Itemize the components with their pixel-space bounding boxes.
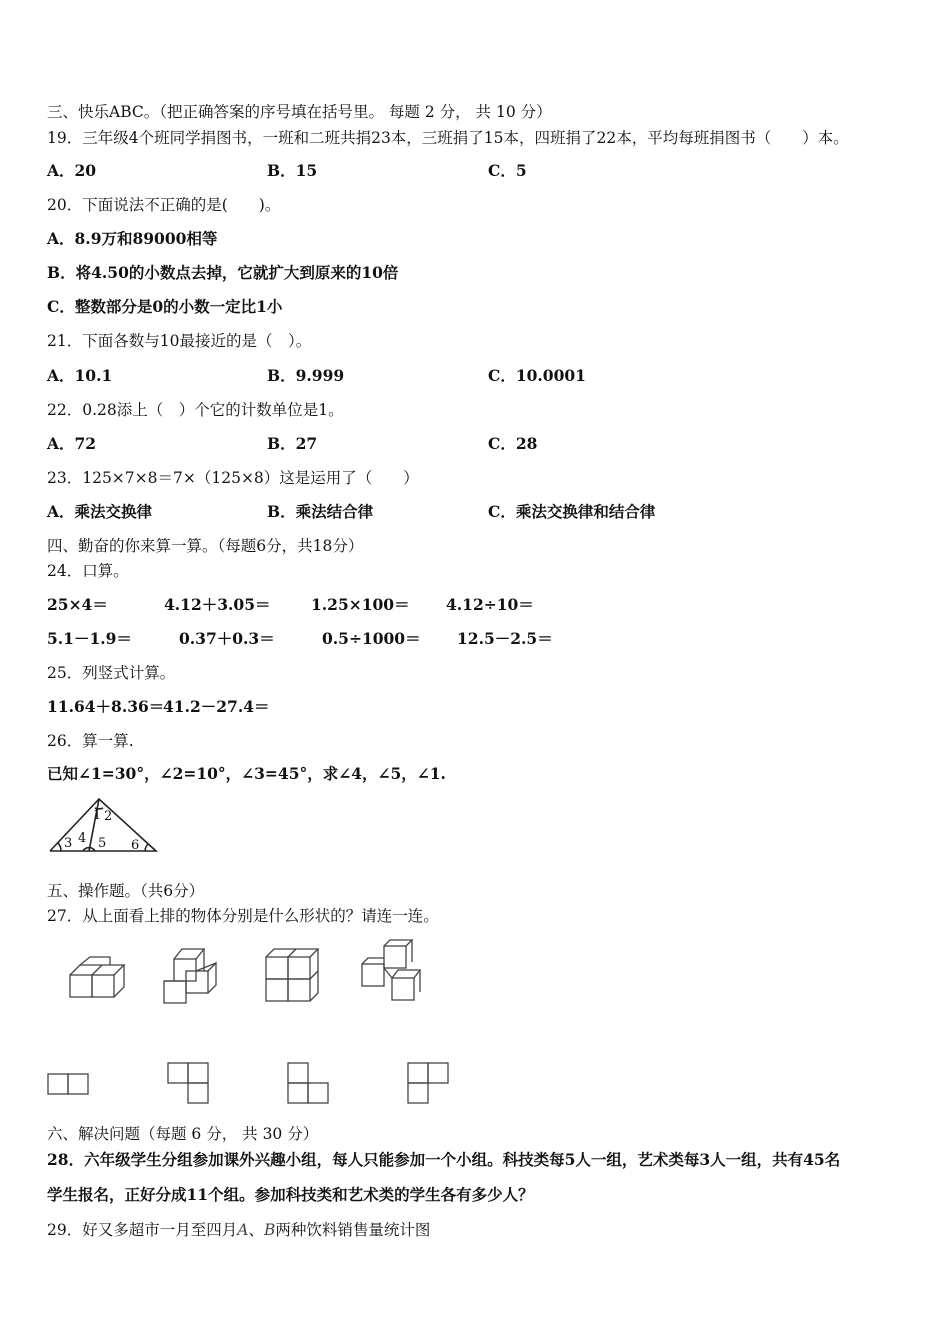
vertical-calc-1: 11.64＋8.36＝ <box>47 697 165 716</box>
q21-option-b[interactable]: B．9.999 <box>267 366 345 385</box>
question-28-line-1: 28．六年级学生分组参加课外兴趣小组，每人只能参加一个小组。科技类每5人一组，艺术类每3人一组，共有45名 <box>47 1150 841 1169</box>
q22-option-a[interactable]: A．72 <box>47 434 97 453</box>
q29-var-a: A <box>237 1221 249 1239</box>
section-6-header: 六、解决问题（每题 6 分， 共 30 分） <box>47 1125 319 1143</box>
q23-option-a[interactable]: A．乘法交换律 <box>47 502 153 521</box>
question-23-stem: 23．125×7×8＝7×（125×8）这是运用了（ ） <box>47 469 419 487</box>
top-view-shape-3 <box>286 1061 332 1107</box>
q29-sep: 、 <box>248 1221 264 1239</box>
angle-label-2: 2 <box>104 809 113 824</box>
mental-calc-3: 1.25×100＝ <box>311 595 410 614</box>
question-26-given: 已知∠1=30°，∠2=10°，∠3=45°，求∠4，∠5，∠1. <box>47 764 446 783</box>
q29-suffix: 两种饮料销售量统计图 <box>275 1221 431 1239</box>
question-21-stem: 21．下面各数与10最接近的是（ ）。 <box>47 332 312 350</box>
top-view-shape-2 <box>166 1061 212 1107</box>
vertical-calc-2: 41.2－27.4＝ <box>163 697 270 716</box>
q22-option-b[interactable]: B．27 <box>267 434 318 453</box>
angle-label-6: 6 <box>131 838 140 853</box>
q29-prefix: 29．好又多超市一月至四月 <box>47 1221 238 1239</box>
mental-calc-4: 4.12÷10＝ <box>446 595 534 614</box>
cube-object-3 <box>262 945 324 1005</box>
angle-label-1: 1 <box>93 808 102 823</box>
q23-option-c[interactable]: C．乘法交换律和结合律 <box>488 502 656 521</box>
q29-var-b: B <box>263 1221 276 1239</box>
q21-option-a[interactable]: A．10.1 <box>47 366 113 385</box>
angle-label-4: 4 <box>78 831 87 846</box>
top-view-shape-4 <box>406 1061 452 1107</box>
question-22-stem: 22．0.28添上（ ）个它的计数单位是1。 <box>47 401 344 419</box>
q20-option-c[interactable]: C．整数部分是0的小数一定比1小 <box>47 297 283 316</box>
q21-option-c[interactable]: C．10.0001 <box>488 366 586 385</box>
question-26-stem: 26．算一算. <box>47 732 134 750</box>
section-3-header: 三、快乐ABC。（把正确答案的序号填在括号里。 每题 2 分， 共 10 分） <box>47 103 552 121</box>
mental-calc-7: 0.5÷1000＝ <box>322 629 421 648</box>
section-5-header: 五、操作题。（共6分） <box>47 882 205 900</box>
q19-option-c[interactable]: C．5 <box>488 161 527 180</box>
cube-object-1 <box>66 955 126 1005</box>
mental-calc-1: 25×4＝ <box>47 595 108 614</box>
mental-calc-2: 4.12＋3.05＝ <box>164 595 271 614</box>
section-4-header: 四、勤奋的你来算一算。（每题6分，共18分） <box>47 537 364 555</box>
q19-option-a[interactable]: A．20 <box>47 161 97 180</box>
q23-option-b[interactable]: B．乘法结合律 <box>267 502 374 521</box>
question-20-stem: 20．下面说法不正确的是( )。 <box>47 196 281 214</box>
q20-option-b[interactable]: B．将4.50的小数点去掉，它就扩大到原来的10倍 <box>47 263 399 282</box>
cube-object-2 <box>160 945 228 1007</box>
mental-calc-8: 12.5－2.5＝ <box>457 629 553 648</box>
triangle-angle-figure <box>47 796 159 856</box>
question-29-stem <box>47 1220 430 1240</box>
q20-option-a[interactable]: A．8.9万和89000相等 <box>47 229 218 248</box>
question-27-stem: 27．从上面看上排的物体分别是什么形状的？请连一连。 <box>47 907 439 925</box>
question-25-stem: 25．列竖式计算。 <box>47 664 176 682</box>
top-view-shape-1 <box>46 1072 92 1096</box>
question-28-line-2: 学生报名，正好分成11个组。参加科技类和艺术类的学生各有多少人？ <box>47 1185 534 1204</box>
mental-calc-6: 0.37＋0.3＝ <box>179 629 275 648</box>
question-19-stem: 19．三年级4个班同学捐图书，一班和二班共捐23本，三班捐了15本，四班捐了22本，平均每班捐图书（ ）本。 <box>47 129 849 147</box>
question-24-stem: 24．口算。 <box>47 562 129 580</box>
q22-option-c[interactable]: C．28 <box>488 434 538 453</box>
q19-option-b[interactable]: B．15 <box>267 161 318 180</box>
angle-label-3: 3 <box>64 836 73 851</box>
cube-object-4 <box>356 938 426 1004</box>
mental-calc-5: 5.1－1.9＝ <box>47 629 132 648</box>
angle-label-5: 5 <box>98 836 107 851</box>
